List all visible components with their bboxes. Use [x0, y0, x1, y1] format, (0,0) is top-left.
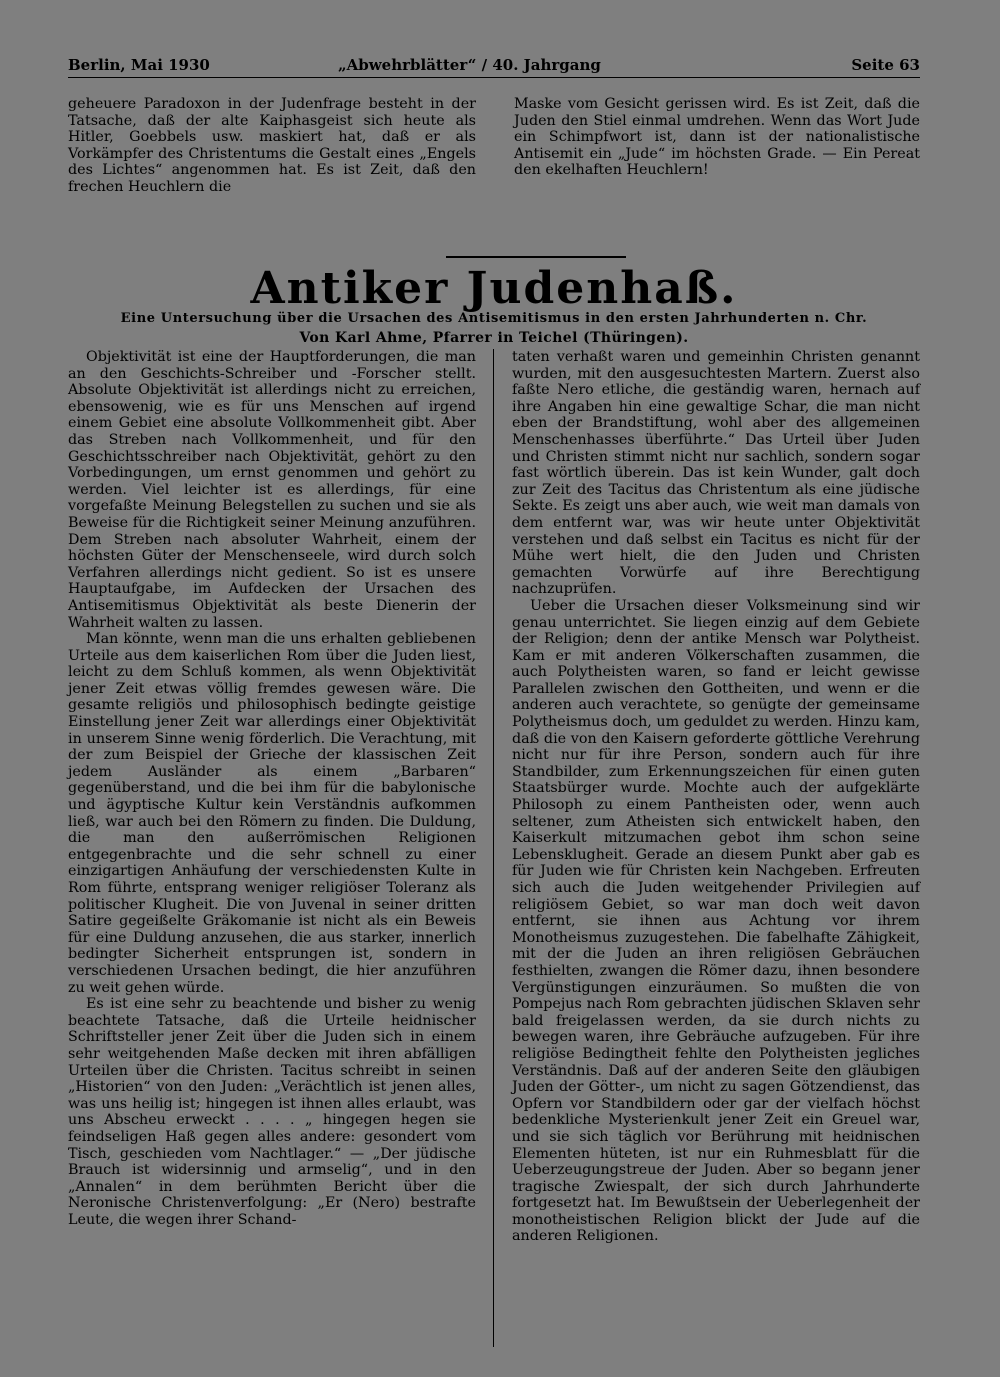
- page-header: [68, 52, 920, 78]
- paragraph: taten verhaßt waren und gemeinhin Christen genannt wurden, mit den ausgesuchtesten Martern. Zuerst also faßte Nero etliche, die geständig waren, hernach auf ihre Angaben hin eine gewaltige Schar, die man nicht eben der Brandstiftung, wohl aber des allgemeinen Menschenhasses überführte.“ Das Urteil über Juden und Christen stimmt nicht nur sachlich, sondern sogar fast wörtlich überein. Das ist kein Wunder, galt doch zur Zeit des Tacitus das Christentum als eine jüdische Sekte. Es zeigt uns aber auch, wie weit man damals von dem entfernt war, was wir heute unter Objektivität verstehen und daß selbst ein Tacitus es nicht für der Mühe wert hielt, die den Juden und Christen gemachten Vorwürfe auf ihre Berechtigung nachzuprüfen.: [512, 349, 920, 598]
- header-publication: „Abwehrblätter“ / 40. Jahrgang: [338, 56, 601, 74]
- header-page-number: Seite 63: [851, 56, 920, 74]
- continuation-right-column: [514, 96, 920, 179]
- header-rule: [68, 77, 920, 78]
- article-left-column: [68, 349, 476, 1228]
- article-title: Antiker Judenhaß.: [250, 263, 738, 314]
- header-place-date: Berlin, Mai 1930: [68, 56, 210, 74]
- section-divider: [446, 256, 626, 258]
- paragraph: Man könnte, wenn man die uns erhalten gebliebenen Urteile aus dem kaiserlichen Rom über die Juden liest, leicht zu dem Schluß kommen, als wenn Objektivität jener Zeit etwas völlig fremdes gewesen wäre. Die gesamte religiös und philosophisch bedingte geistige Einstellung jener Zeit war allerdings einer Objektivität in unserem Sinne wenig förderlich. Die Verachtung, mit der zum Beispiel der Grieche der klassischen Zeit jedem Ausländer als einem „Barbaren“ gegenüberstand, und die bei ihm für die babylonische und ägyptische Kultur kein Verständnis aufkommen ließ, war auch bei den Römern zu finden. Die Duldung, die man den außerrömischen Religionen entgegenbrachte und die sehr schnell zu einer einzigartigen Anhäufung der verschiedensten Kulte in Rom führte, entsprang weniger religiöser Toleranz als politischer Klugheit. Die von Juvenal in seiner dritten Satire gegeißelte Gräkomanie ist nicht als ein Beweis für eine Duldung anzusehen, die aus starker, innerlich bedingter Sicherheit entsprungen ist, sondern in verschiedenen Ursachen bedingt, die hier anzuführen zu weit gehen würde.: [68, 631, 476, 996]
- article-right-column: [512, 349, 920, 1245]
- article-author: Von Karl Ahme, Pfarrer in Teichel (Thüringen).: [299, 330, 689, 346]
- continuation-left-text: geheuere Paradoxon in der Judenfrage besteht in der Tatsache, daß der alte Kaiphasgeist sich heute als Hitler, Goebbels usw. maskiert hat, daß er als Vorkämpfer des Christentums die Gestalt eines „Engels des Lichtes“ angenommen hat. Es ist Zeit, daß den frechen Heuchlern die: [68, 96, 476, 195]
- continuation-left-column: [68, 96, 476, 196]
- newspaper-page: [68, 52, 920, 1352]
- paragraph: Objektivität ist eine der Hauptforderungen, die man an den Geschichts-Schreiber und -Forscher stellt. Absolute Objektivität ist allerdings nicht zu erreichen, ebensowenig, wie es für uns Menschen auf irgend einem Gebiet eine absolute Vollkommenheit gibt. Aber das Streben nach Vollkommenheit, und für den Geschichtsschreiber nach Objektivität, gehört zu den Vorbedingungen, um ernst genommen und gehört zu werden. Viel leichter ist es allerdings, für eine vorgefaßte Meinung Belegstellen zu suchen und sie als Beweise für die Richtigkeit seiner Meinung anzuführen. Dem Streben nach absoluter Wahrheit, einem der höchsten Güter der Menschenseele, wird durch solch Verfahren allerdings nicht gedient. So ist es unsere Hauptaufgabe, im Aufdecken der Ursachen des Antisemitismus Objektivität als beste Dienerin der Wahrheit walten zu lassen.: [68, 349, 476, 631]
- continuation-right-text: Maske vom Gesicht gerissen wird. Es ist Zeit, daß die Juden den Stiel einmal umdrehen. Wenn das Wort Jude ein Schimpfwort ist, dann ist der nationalistische Antisemit ein „Jude“ im höchsten Grade. — Ein Pereat den ekelhaften Heuchlern!: [514, 96, 920, 179]
- article-subtitle: Eine Untersuchung über die Ursachen des Antisemitismus in den ersten Jahrhunderten n. Chr.: [120, 311, 868, 326]
- paragraph: Es ist eine sehr zu beachtende und bisher zu wenig beachtete Tatsache, daß die Urteile heidnischer Schriftsteller jener Zeit über die Juden sich in einem sehr weitgehenden Maße decken mit ihren abfälligen Urteilen über die Christen. Tacitus schreibt in seinen „Historien“ von den Juden: „Verächtlich ist jenen alles, was uns heilig ist; hingegen ist ihnen alles erlaubt, was uns Abscheu erweckt . . . . „ hingegen hegen sie feindseligen Haß gegen alles andere: gesondert vom Tisch, geschieden vom Nachtlager.“ — „Der jüdische Brauch ist widersinnig und armselig“, und in den „Annalen“ in dem berühmten Bericht über die Neronische Christenverfolgung: „Er (Nero) bestrafte Leute, die wegen ihrer Schand-: [68, 996, 476, 1228]
- column-rule: [493, 349, 494, 1347]
- paragraph: Ueber die Ursachen dieser Volksmeinung sind wir genau unterrichtet. Sie liegen einzig auf dem Gebiete der Religion; denn der antike Mensch war Polytheist. Kam er mit anderen Völkerschaften zusammen, die auch Polytheisten waren, so fand er leicht gewisse Parallelen zwischen den Gottheiten, und wenn er die anderen auch verachtete, so genügte der gemeinsame Polytheismus doch, um geduldet zu werden. Hinzu kam, daß die von den Kaisern geforderte göttliche Verehrung nicht nur für ihre Person, sondern auch für ihre Standbilder, zum Erkennungszeichen für einen guten Staatsbürger wurde. Mochte auch der aufgeklärte Philosoph zu einem Pantheisten oder, wenn auch seltener, zum Atheisten sich entwickelt haben, den Kaiserkult mitzumachen gebot ihm schon seine Lebensklugheit. Gerade an diesem Punkt aber gab es für Juden wie für Christen kein Nachgeben. Erfreuten sich auch die Juden weitgehender Privilegien auf religiösem Gebiet, so war man doch weit davon entfernt, sie ihnen aus Achtung vor ihrem Monotheismus zuzugestehen. Die fabelhafte Zähigkeit, mit der die Juden an ihren religiösen Gebräuchen festhielten, zwangen die Römer dazu, ihnen besondere Vergünstigungen einzuräumen. So mußten die von Pompejus nach Rom gebrachten jüdischen Sklaven sehr bald freigelassen werden, da sie durch nichts zu bewegen waren, ihre Gebräuche aufzugeben. Für ihre religiöse Bedingtheit fehlte den Polytheisten jegliches Verständnis. Daß auf der anderen Seite den gläubigen Juden der Götter-, um nicht zu sagen Götzendienst, das Opfern vor Standbildern oder gar der vielfach höchst bedenkliche Mysterienkult jener Zeit ein Greuel war, und sie sich täglich vor Berührung mit heidnischen Elementen hüteten, ist nur ein Ruhmesblatt für die Ueberzeugungstreue der Juden. Aber so begann jener tragische Zwiespalt, der sich durch Jahrhunderte fortgesetzt hat. Im Bewußtsein der Ueberlegenheit der monotheistischen Religion blickt der Jude auf die anderen Religionen.: [512, 597, 920, 1245]
